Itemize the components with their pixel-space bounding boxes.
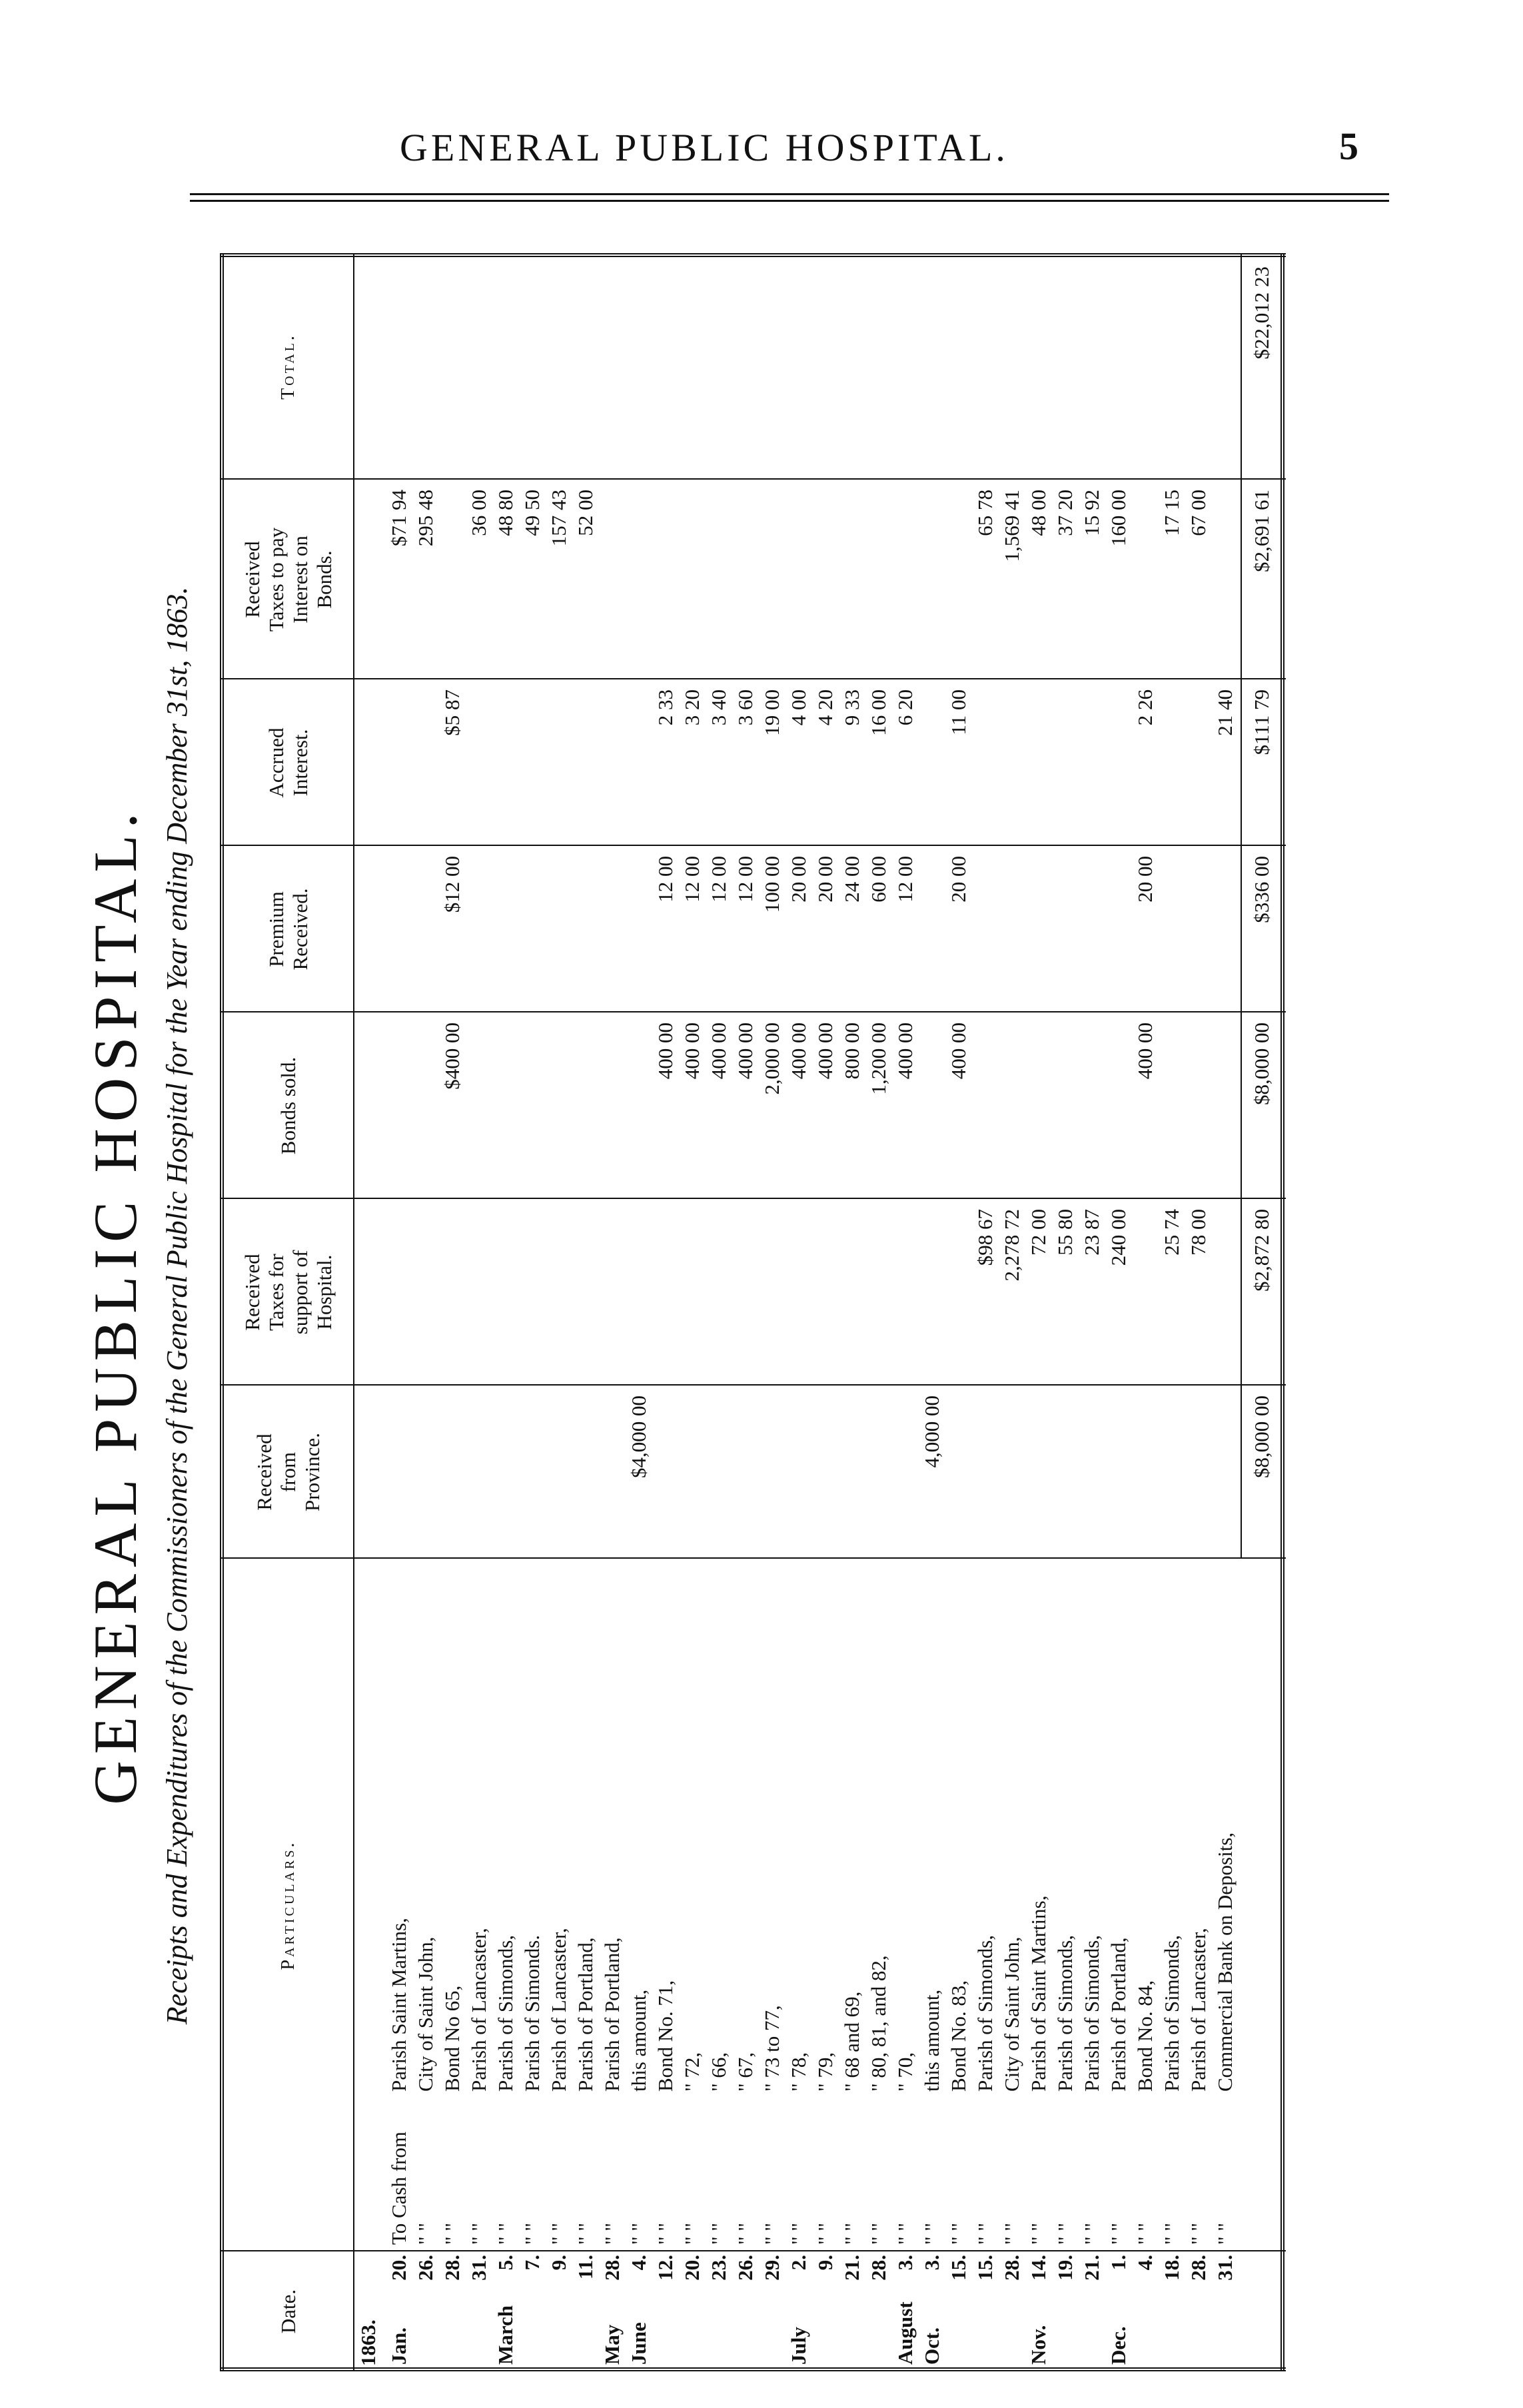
row-day: 23.: [707, 2255, 730, 2281]
row-interest: 3 60: [734, 689, 757, 726]
row-interest: 11 00: [947, 689, 970, 735]
document-subtitle: Receipts and Expenditures of the Commissioners of the General Public Hospital for the Year ending December 31st, 1863.: [161, 586, 193, 2025]
row-day: 29.: [760, 2255, 783, 2281]
table-row: [786, 253, 811, 2371]
row-day: 19.: [1053, 2255, 1077, 2281]
row-prefix: " ": [627, 2222, 650, 2245]
row-premium: 12 00: [707, 856, 730, 903]
row-day: 20.: [387, 2255, 410, 2281]
row-taxes-bonds: 48 00: [1027, 490, 1050, 536]
row-support: $98 67: [973, 1209, 997, 1266]
row-day: 28.: [600, 2255, 624, 2281]
row-day: 31.: [467, 2255, 490, 2281]
row-taxes-bonds: 295 48: [414, 490, 437, 547]
row-interest: 21 40: [1213, 689, 1237, 736]
row-bonds: 400 00: [680, 1022, 704, 1080]
table-row: [1079, 253, 1105, 2371]
table-row: [653, 253, 678, 2371]
row-prefix: " ": [520, 2222, 544, 2245]
row-taxes-bonds: 36 00: [467, 490, 490, 536]
table-row: [1159, 253, 1185, 2371]
row-support: 72 00: [1027, 1209, 1050, 1256]
row-premium: 100 00: [760, 856, 783, 913]
row-day: 21.: [1080, 2255, 1103, 2281]
row-bonds: 400 00: [893, 1022, 917, 1080]
row-taxes-bonds: 15 92: [1080, 490, 1103, 536]
row-premium: 60 00: [867, 856, 890, 903]
year-label: 1863.: [356, 2319, 380, 2366]
row-particulars: Bond No. 84,: [1133, 1980, 1157, 2092]
table-row: [1133, 253, 1158, 2371]
row-prefix: " ": [813, 2222, 837, 2245]
row-taxes-bonds: 37 20: [1053, 490, 1077, 536]
row-interest: 4 20: [813, 689, 837, 726]
row-prefix: " ": [414, 2222, 437, 2245]
row-prefix: " ": [547, 2222, 570, 2245]
header-particulars: Particulars.: [277, 1840, 298, 1970]
row-day: 9.: [547, 2255, 570, 2271]
ledger-table: [220, 253, 1286, 2371]
row-day: 26.: [414, 2255, 437, 2281]
table-row: [813, 253, 838, 2371]
row-prefix: " ": [787, 2222, 810, 2245]
head-rule: [190, 200, 1389, 202]
row-particulars: Parish of Simonds,: [1080, 1934, 1103, 2092]
row-prefix: " ": [1000, 2222, 1023, 2245]
row-prefix: " ": [600, 2222, 624, 2245]
row-premium: 20 00: [1133, 856, 1157, 903]
row-interest: 9 33: [840, 689, 863, 726]
table-row: [866, 253, 891, 2371]
row-particulars: Parish of Saint Martins,: [1027, 1895, 1050, 2092]
rule-header: [353, 253, 354, 2371]
header-bonds-sold: Bonds sold.: [276, 1056, 300, 1155]
row-particulars: Bond No. 83,: [947, 1980, 970, 2092]
table-row: [919, 253, 945, 2371]
row-particulars: Parish of Simonds,: [973, 1934, 997, 2092]
row-prefix: " ": [1053, 2222, 1077, 2245]
row-day: 28.: [867, 2255, 890, 2281]
table-row: [626, 253, 652, 2371]
row-prefix: " ": [1027, 2222, 1050, 2245]
total-taxes-bonds: $2,691 61: [1250, 490, 1273, 572]
row-day: 9.: [813, 2255, 837, 2271]
row-prefix: " ": [840, 2222, 863, 2245]
row-prefix: To Cash from: [387, 2131, 410, 2245]
table-row: [893, 253, 918, 2371]
row-day: 28.: [1187, 2255, 1210, 2281]
row-particulars: Parish Saint Martins,: [387, 1918, 410, 2092]
running-head: [0, 0, 1523, 220]
row-bonds: 800 00: [840, 1022, 863, 1080]
row-taxes-bonds: 65 78: [973, 490, 997, 536]
table-row: [839, 253, 865, 2371]
row-particulars: Parish of Lancaster,: [467, 1928, 490, 2092]
row-prefix: " ": [494, 2222, 517, 2245]
page-number: 5: [1339, 125, 1358, 168]
row-taxes-bonds: $71 94: [387, 490, 410, 547]
table-row: [733, 253, 758, 2371]
row-interest: 2 26: [1133, 689, 1157, 726]
row-taxes-bonds: 160 00: [1107, 490, 1130, 547]
row-month: Jan.: [387, 2327, 410, 2365]
header-premium: Premium Received.: [264, 888, 312, 971]
row-taxes-bonds: 1,569 41: [1000, 490, 1023, 562]
row-bonds: 1,200 00: [867, 1022, 890, 1095]
row-bonds: 400 00: [734, 1022, 757, 1080]
row-month: March: [494, 2305, 517, 2365]
row-bonds: 400 00: [654, 1022, 677, 1080]
table-row: [1106, 253, 1131, 2371]
table-row: [999, 253, 1025, 2371]
row-prefix: " ": [467, 2222, 490, 2245]
header-accrued-interest: Accrued Interest.: [264, 727, 312, 798]
row-month: May: [600, 2324, 624, 2365]
row-month: Nov.: [1027, 2325, 1050, 2365]
row-premium: 20 00: [813, 856, 837, 903]
row-bonds: $400 00: [440, 1022, 464, 1090]
row-support: 55 80: [1053, 1209, 1077, 1256]
row-day: 18.: [1160, 2255, 1183, 2281]
row-prefix: " ": [707, 2222, 730, 2245]
row-particulars: Parish of Portland,: [1107, 1937, 1130, 2092]
table-row: [573, 253, 598, 2371]
totals-row: [1249, 253, 1274, 2371]
row-prefix: " ": [680, 2222, 704, 2245]
row-taxes-bonds: 48 80: [494, 490, 517, 536]
header-taxes-support: Received Taxes for support of Hospital.: [240, 1250, 336, 1335]
row-bonds: 400 00: [787, 1022, 810, 1080]
row-particulars: Parish of Lancaster,: [1187, 1928, 1210, 2092]
document-title: GENERAL PUBLIC HOSPITAL.: [81, 806, 149, 1805]
header-total: Total.: [277, 333, 298, 400]
row-month: Dec.: [1107, 2326, 1130, 2365]
rule-totals: [1241, 253, 1242, 1559]
row-particulars: " 73 to 77,: [760, 2005, 783, 2092]
row-interest: 2 33: [654, 689, 677, 726]
table-row: [973, 253, 998, 2371]
total-support: $2,872 80: [1250, 1209, 1273, 1292]
row-particulars: " 67,: [734, 2052, 757, 2092]
table-row: [1053, 253, 1078, 2371]
row-prefix: " ": [1187, 2222, 1210, 2245]
row-day: 15.: [947, 2255, 970, 2281]
table-row: [520, 253, 545, 2371]
row-particulars: " 72,: [680, 2052, 704, 2092]
table-row: [1213, 253, 1238, 2371]
row-interest: $5 87: [440, 689, 464, 736]
table-row: [1186, 253, 1211, 2371]
row-day: 14.: [1027, 2255, 1050, 2281]
row-day: 31.: [1213, 2255, 1237, 2281]
row-prefix: " ": [1160, 2222, 1183, 2245]
row-premium: 12 00: [680, 856, 704, 903]
row-bonds: 400 00: [947, 1022, 970, 1080]
rule-bottom: [1280, 253, 1284, 2371]
row-interest: 16 00: [867, 689, 890, 736]
row-province: $4,000 00: [627, 1396, 650, 1478]
row-prefix: " ": [654, 2222, 677, 2245]
row-particulars: this amount,: [920, 1989, 943, 2092]
row-prefix: " ": [1080, 2222, 1103, 2245]
row-taxes-bonds: 67 00: [1187, 490, 1210, 536]
row-support: 240 00: [1107, 1209, 1130, 1266]
table-row: [946, 253, 971, 2371]
row-day: 1.: [1107, 2255, 1130, 2271]
row-bonds: 400 00: [813, 1022, 837, 1080]
row-day: 26.: [734, 2255, 757, 2281]
row-particulars: Parish of Simonds,: [1053, 1934, 1077, 2092]
table-row: [466, 253, 492, 2371]
row-day: 28.: [1000, 2255, 1023, 2281]
row-support: 23 87: [1080, 1209, 1103, 1256]
row-taxes-bonds: 49 50: [520, 490, 544, 536]
total-province: $8,000 00: [1250, 1396, 1273, 1478]
running-title: GENERAL PUBLIC HOSPITAL.: [400, 126, 1009, 169]
row-day: 5.: [494, 2255, 517, 2271]
row-particulars: " 70,: [893, 2052, 917, 2092]
row-premium: 20 00: [787, 856, 810, 903]
row-support: 78 00: [1187, 1209, 1210, 1256]
row-bonds: 400 00: [1133, 1022, 1157, 1080]
rule-top: [220, 253, 224, 2371]
table-row: [760, 253, 785, 2371]
row-prefix: " ": [973, 2222, 997, 2245]
row-particulars: Parish of Simonds.: [520, 1934, 544, 2092]
row-interest: 3 20: [680, 689, 704, 726]
row-prefix: " ": [1107, 2222, 1130, 2245]
row-day: 12.: [654, 2255, 677, 2281]
table-row: [386, 253, 412, 2371]
row-particulars: Parish of Simonds,: [1160, 1934, 1183, 2092]
row-day: 2.: [787, 2255, 810, 2271]
row-prefix: " ": [893, 2222, 917, 2245]
row-day: 3.: [920, 2255, 943, 2271]
row-interest: 19 00: [760, 689, 783, 736]
total-bonds: $8,000 00: [1250, 1022, 1273, 1105]
row-particulars: Parish of Simonds,: [494, 1934, 517, 2092]
table-row: [706, 253, 732, 2371]
row-prefix: " ": [760, 2222, 783, 2245]
table-row: [413, 253, 438, 2371]
row-day: 21.: [840, 2255, 863, 2281]
row-particulars: " 68 and 69,: [840, 1991, 863, 2092]
header-province: Received from Province.: [252, 1433, 324, 1511]
row-premium: 12 00: [734, 856, 757, 903]
row-day: 3.: [893, 2255, 917, 2271]
row-particulars: Commercial Bank on Deposits,: [1213, 1832, 1237, 2092]
row-premium: 24 00: [840, 856, 863, 903]
row-premium: 20 00: [947, 856, 970, 903]
header-taxes-bonds: Received Taxes to pay Interest on Bonds.: [240, 527, 336, 632]
head-rule: [190, 193, 1389, 195]
row-support: 25 74: [1160, 1209, 1183, 1256]
row-day: 15.: [973, 2255, 997, 2281]
row-support: 2,278 72: [1000, 1209, 1023, 1282]
row-prefix: " ": [920, 2222, 943, 2245]
row-particulars: this amount,: [627, 1989, 650, 2092]
row-prefix: " ": [574, 2222, 597, 2245]
row-day: 7.: [520, 2255, 544, 2271]
row-month: Oct.: [920, 2327, 943, 2365]
row-premium: 12 00: [893, 856, 917, 903]
row-particulars: " 78,: [787, 2052, 810, 2092]
table-row: [600, 253, 625, 2371]
row-particulars: Parish of Portland,: [574, 1937, 597, 2092]
row-day: 11.: [574, 2255, 597, 2280]
row-particulars: City of Saint John,: [1000, 1936, 1023, 2092]
row-prefix: " ": [734, 2222, 757, 2245]
row-prefix: " ": [867, 2222, 890, 2245]
row-prefix: " ": [1213, 2222, 1237, 2245]
row-particulars: Parish of Lancaster,: [547, 1928, 570, 2092]
row-interest: 4 00: [787, 689, 810, 726]
row-particulars: " 66,: [707, 2052, 730, 2092]
row-particulars: Bond No. 71,: [654, 1980, 677, 2092]
row-prefix: " ": [947, 2222, 970, 2245]
row-particulars: Parish of Portland,: [600, 1937, 624, 2092]
row-month: August: [893, 2301, 917, 2365]
row-day: 20.: [680, 2255, 704, 2281]
row-month: June: [627, 2322, 650, 2365]
row-month: July: [787, 2327, 810, 2365]
row-day: 4.: [627, 2255, 650, 2271]
row-particulars: " 79,: [813, 2052, 837, 2092]
table-row: [440, 253, 465, 2371]
total-premium: $336 00: [1250, 856, 1273, 923]
table-row: [493, 253, 518, 2371]
row-particulars: " 80, 81, and 82,: [867, 1955, 890, 2092]
row-premium: 12 00: [654, 856, 677, 903]
row-day: 28.: [440, 2255, 464, 2281]
row-taxes-bonds: 17 15: [1160, 490, 1183, 536]
table-row: [546, 253, 572, 2371]
table-row: [680, 253, 705, 2371]
row-particulars: Bond No 65,: [440, 1985, 464, 2092]
row-province: 4,000 00: [920, 1396, 943, 1468]
table-row: [1026, 253, 1051, 2371]
row-taxes-bonds: 52 00: [574, 490, 597, 536]
row-interest: 6 20: [893, 689, 917, 726]
row-bonds: 400 00: [707, 1022, 730, 1080]
rotated-page-content: [60, 213, 1366, 2398]
grand-total: $22,012 23: [1250, 266, 1273, 360]
total-interest: $111 79: [1250, 689, 1273, 755]
header-date: Date.: [276, 2289, 300, 2334]
row-bonds: 2,000 00: [760, 1022, 783, 1095]
row-taxes-bonds: 157 43: [547, 490, 570, 547]
row-prefix: " ": [1133, 2222, 1157, 2245]
row-particulars: City of Saint John,: [414, 1936, 437, 2092]
row-premium: $12 00: [440, 856, 464, 913]
row-prefix: " ": [440, 2222, 464, 2245]
row-day: 4.: [1133, 2255, 1157, 2271]
row-interest: 3 40: [707, 689, 730, 726]
